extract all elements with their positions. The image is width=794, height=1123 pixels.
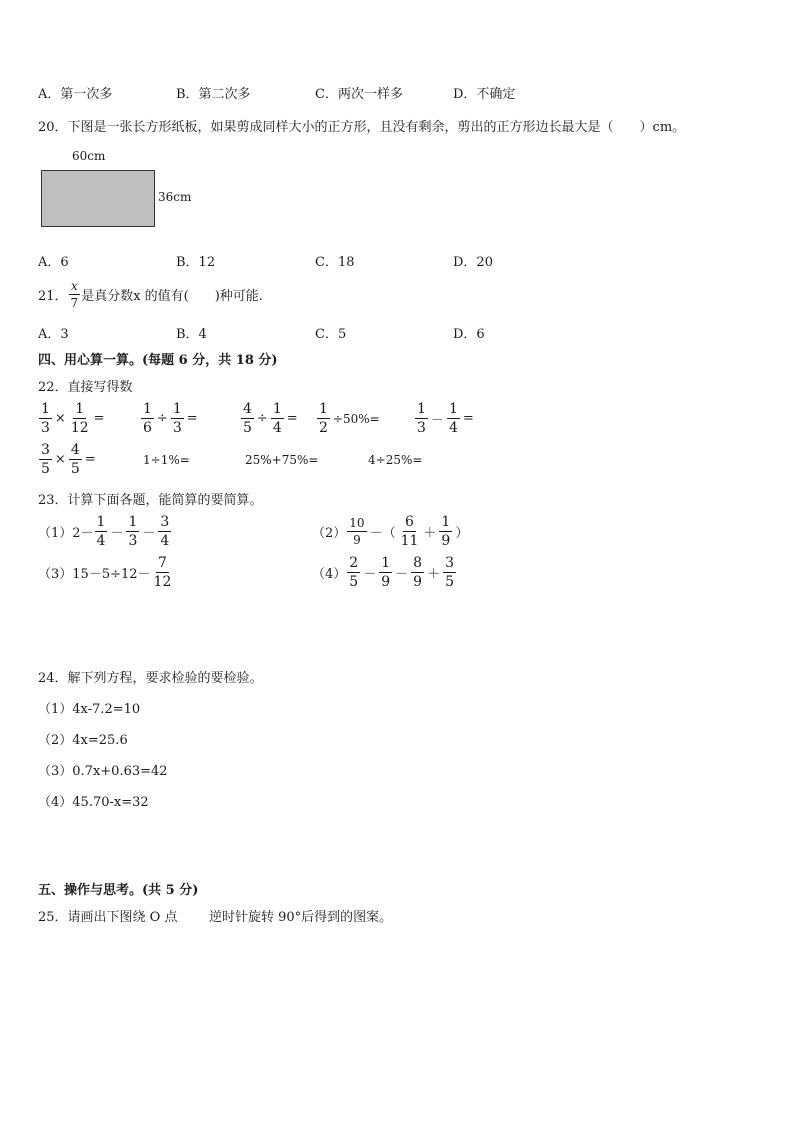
operator: － [110, 526, 124, 541]
frac-den: 5 [445, 574, 455, 590]
problem-label: （2） [312, 526, 347, 541]
q22-expr-3 [240, 402, 300, 435]
frac-den: 4 [272, 420, 282, 436]
frac-den: 2 [319, 420, 328, 436]
q22-expr-8: 25%+75%= [245, 453, 319, 467]
equals: = [286, 411, 298, 426]
operator: － [395, 567, 409, 582]
frac-den: 9 [381, 574, 391, 590]
frac-num: 1 [381, 555, 391, 571]
equals: = [93, 411, 105, 426]
q20-option-a: A．6 [38, 255, 69, 270]
q22-expr-1 [38, 402, 107, 435]
frac-num: 4 [243, 401, 252, 417]
frac-den: 5 [243, 420, 252, 436]
q23-problem-1 [38, 515, 172, 548]
frac-num: 7 [157, 555, 167, 571]
frac-num: 1 [441, 514, 451, 530]
frac-num: 3 [41, 442, 50, 458]
q24-equation-1: （1）4x-7.2=10 [38, 702, 141, 717]
frac-den: 3 [128, 533, 138, 549]
section-4-heading: 四、用心算一算。(每题 6 分，共 18 分) [38, 353, 278, 368]
q22-expr-5 [414, 402, 476, 435]
frac-num: 1 [128, 514, 138, 530]
frac-den: 3 [172, 420, 182, 436]
frac-num: 1 [272, 401, 282, 417]
frac-num: 1 [143, 401, 152, 417]
operator: ＋ [423, 526, 437, 541]
frac-den: 6 [143, 420, 152, 436]
q21-option-c: C．5 [315, 327, 347, 342]
q24-title: 24．解下列方程，要求检验的要检验。 [38, 671, 263, 686]
q23-title: 23．计算下面各题，能简算的要简算。 [38, 493, 263, 508]
q21-number: 21． [38, 289, 68, 304]
q21-fraction [69, 280, 81, 309]
frac-num: 3 [445, 555, 455, 571]
frac-num: 10 [349, 516, 365, 530]
q19-option-b: B．第二次多 [176, 87, 251, 102]
q22-expr-4 [316, 402, 382, 435]
frac-num: 1 [41, 401, 50, 417]
operator: － [142, 526, 156, 541]
problem-label: （4） [312, 567, 347, 582]
q22-expr-9: 4÷25%= [368, 453, 423, 467]
frac-num: 1 [417, 401, 426, 417]
frac-den: 9 [413, 574, 423, 590]
frac-num: 3 [160, 514, 170, 530]
q22-expr-2 [140, 402, 200, 435]
q23-problem-3 [38, 556, 174, 589]
frac-den: 12 [153, 574, 172, 590]
frac-num: 1 [75, 401, 85, 417]
q20-option-c: C．18 [315, 255, 355, 270]
frac-den: 4 [448, 420, 458, 436]
equals: = [186, 411, 198, 426]
frac-num: 1 [319, 401, 328, 417]
frac-num: 8 [413, 555, 423, 571]
q23-problem-2 [312, 515, 470, 548]
q19-option-d: D．不确定 [453, 87, 516, 102]
frac-den: 3 [417, 420, 426, 436]
operator: × [54, 411, 66, 426]
operator: × [54, 452, 66, 467]
frac-den: 5 [349, 574, 359, 590]
q24-equation-4: （4）45.70-x=32 [38, 795, 149, 810]
rect-height-label: 36cm [158, 190, 192, 204]
operator: ÷ [256, 411, 268, 426]
q24-equation-3: （3）0.7x+0.63=42 [38, 764, 168, 779]
frac-den: 4 [160, 533, 170, 549]
q21-option-b: B．4 [176, 327, 207, 342]
problem-label: （1）2－ [38, 526, 94, 541]
q21-option-d: D．6 [453, 327, 485, 342]
frac-den: 11 [400, 533, 419, 549]
frac-den: 9 [441, 533, 451, 549]
frac-num: 6 [405, 514, 414, 530]
cardboard-rectangle [41, 170, 155, 227]
q19-option-c: C．两次一样多 [315, 87, 403, 102]
q19-option-a: A．第一次多 [38, 87, 113, 102]
rect-width-label: 60cm [72, 149, 106, 163]
close-paren: ） [455, 526, 469, 541]
q20-option-d: D．20 [453, 255, 493, 270]
q22-expr-6 [38, 443, 98, 476]
operator: － [363, 567, 377, 582]
frac-num: 4 [70, 442, 80, 458]
q22-expr-7: 1÷1%= [143, 453, 190, 467]
frac-num: 1 [448, 401, 458, 417]
frac-den: 5 [41, 461, 50, 477]
q21-option-a: A．3 [38, 327, 69, 342]
q23-problem-4 [312, 556, 457, 589]
operator: ＋ [427, 567, 441, 582]
q21-frac-num: x [70, 279, 78, 293]
problem-label: （3）15－5÷12－ [38, 567, 151, 582]
q20-question: 20．下图是一张长方形纸板，如果剪成同样大小的正方形，且没有剩余，剪出的正方形边长最大是（ ）cm。 [38, 120, 686, 135]
q22-title: 22．直接写得数 [38, 380, 133, 395]
frac-num: 1 [172, 401, 182, 417]
q25-question-part-2: 逆时针旋转 90°后得到的图案。 [209, 910, 393, 925]
frac-den: 9 [353, 533, 361, 547]
frac-num: 1 [96, 514, 106, 530]
section-5-heading: 五、操作与思考。(共 5 分) [38, 883, 199, 898]
equals: = [84, 452, 96, 467]
q24-equation-2: （2）4x=25.6 [38, 733, 128, 748]
q20-option-b: B．12 [176, 255, 216, 270]
equals: = [462, 411, 474, 426]
operator: － [430, 413, 444, 428]
q25-question-part-1: 25．请画出下图绕 O 点 [38, 910, 178, 925]
q21-text: 是真分数x 的值有( )种可能. [81, 289, 263, 304]
frac-den: 12 [70, 420, 89, 436]
operator: ÷ [156, 411, 168, 426]
frac-den: 4 [96, 533, 106, 549]
frac-den: 3 [41, 420, 50, 436]
q21-question [38, 280, 263, 309]
q21-frac-den: 7 [70, 296, 79, 310]
expr-rest: ÷50%= [332, 411, 380, 426]
frac-den: 5 [70, 461, 80, 477]
operator: －（ [369, 526, 396, 541]
frac-num: 2 [349, 555, 359, 571]
